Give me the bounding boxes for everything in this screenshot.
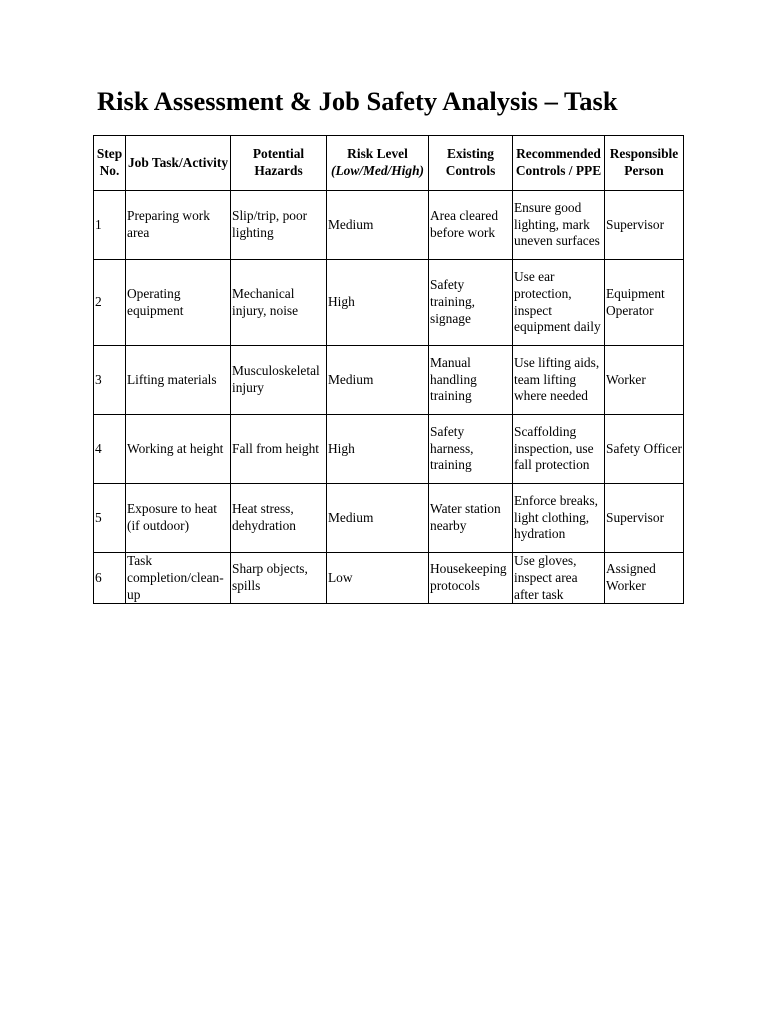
page-title: Risk Assessment & Job Safety Analysis – Task (97, 86, 618, 116)
table-row (94, 346, 684, 415)
cell-recommended-controls: Use gloves, inspect area after task (513, 553, 605, 604)
header-recommended-controls: Recommended Controls / PPE (513, 136, 605, 191)
cell-existing-controls: Safety training, signage (429, 260, 513, 346)
cell-hazards: Musculoskeletal injury (231, 346, 327, 415)
cell-task: Lifting materials (126, 346, 231, 415)
cell-step: 1 (94, 191, 126, 260)
cell-responsible-person: Safety Officer (605, 415, 684, 484)
table-row (94, 415, 684, 484)
cell-responsible-person: Assigned Worker (605, 553, 684, 604)
table-header-row (94, 136, 684, 191)
cell-risk-level: Medium (327, 346, 429, 415)
cell-hazards: Sharp objects, spills (231, 553, 327, 604)
cell-responsible-person: Supervisor (605, 484, 684, 553)
cell-recommended-controls: Use ear protection, inspect equipment daily (513, 260, 605, 346)
cell-task: Exposure to heat (if outdoor) (126, 484, 231, 553)
cell-hazards: Fall from height (231, 415, 327, 484)
cell-step: 2 (94, 260, 126, 346)
cell-task: Working at height (126, 415, 231, 484)
header-risk-level (327, 136, 429, 191)
cell-step: 3 (94, 346, 126, 415)
cell-step: 5 (94, 484, 126, 553)
cell-recommended-controls: Scaffolding inspection, use fall protection (513, 415, 605, 484)
cell-hazards: Mechanical injury, noise (231, 260, 327, 346)
cell-responsible-person: Worker (605, 346, 684, 415)
header-responsible-person: Responsible Person (605, 136, 684, 191)
cell-responsible-person: Equipment Operator (605, 260, 684, 346)
table-row (94, 553, 684, 604)
table-row (94, 191, 684, 260)
cell-task: Preparing work area (126, 191, 231, 260)
cell-existing-controls: Manual handling training (429, 346, 513, 415)
cell-recommended-controls: Enforce breaks, light clothing, hydration (513, 484, 605, 553)
table-row (94, 260, 684, 346)
cell-existing-controls: Safety harness, training (429, 415, 513, 484)
cell-task: Operating equipment (126, 260, 231, 346)
cell-existing-controls: Water station nearby (429, 484, 513, 553)
cell-existing-controls: Housekeeping protocols (429, 553, 513, 604)
cell-hazards: Slip/trip, poor lighting (231, 191, 327, 260)
cell-risk-level: Low (327, 553, 429, 604)
table-row (94, 484, 684, 553)
header-existing-controls: Existing Controls (429, 136, 513, 191)
cell-risk-level: High (327, 415, 429, 484)
header-job-task: Job Task/Activity (126, 136, 231, 191)
header-risk-level-label: Risk Level (347, 146, 408, 162)
header-risk-level-scale: (Low/Med/High) (331, 163, 424, 178)
cell-hazards: Heat stress, dehydration (231, 484, 327, 553)
cell-step: 4 (94, 415, 126, 484)
cell-existing-controls: Area cleared before work (429, 191, 513, 260)
cell-risk-level: High (327, 260, 429, 346)
cell-responsible-person: Supervisor (605, 191, 684, 260)
cell-risk-level: Medium (327, 191, 429, 260)
risk-assessment-table (93, 135, 684, 604)
cell-risk-level: Medium (327, 484, 429, 553)
cell-task: Task completion/clean-up (126, 553, 231, 604)
cell-recommended-controls: Use lifting aids, team lifting where needed (513, 346, 605, 415)
header-step-no: Step No. (94, 136, 126, 191)
header-potential-hazards: Potential Hazards (231, 136, 327, 191)
cell-step: 6 (94, 553, 126, 604)
cell-recommended-controls: Ensure good lighting, mark uneven surfaces (513, 191, 605, 260)
